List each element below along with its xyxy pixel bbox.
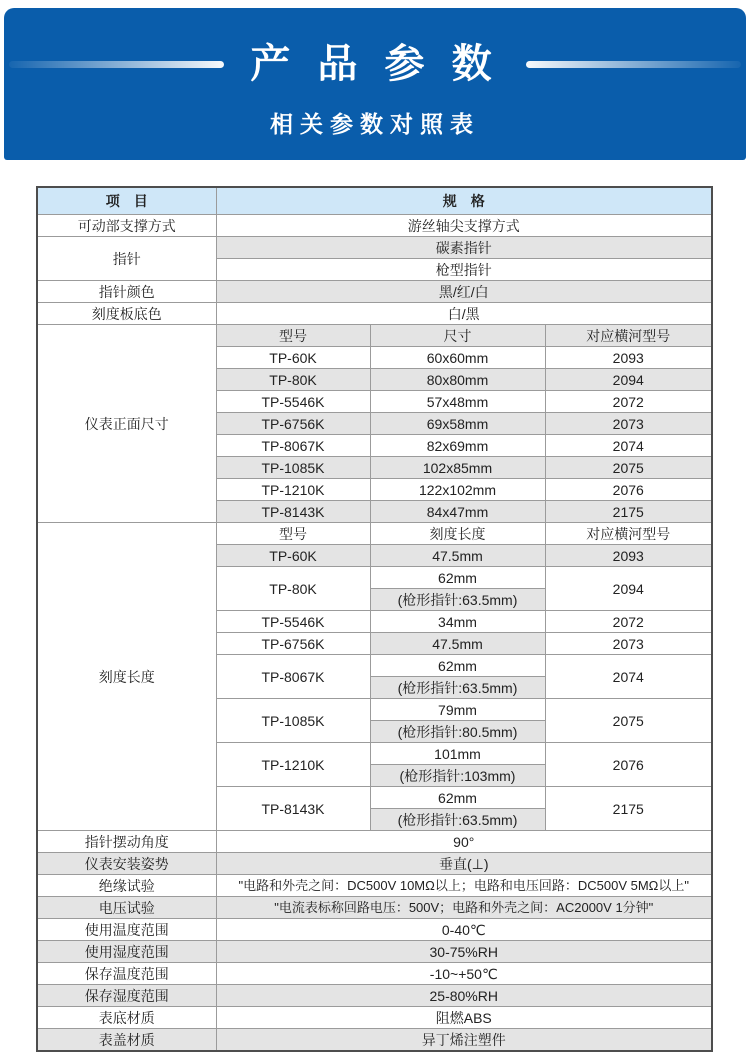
row-pointer-1 <box>37 237 712 259</box>
column-header: 型号 <box>216 523 370 545</box>
size-cell: 82x69mm <box>370 435 545 457</box>
page-title: 产 品 参 数 <box>250 42 500 86</box>
spec-value: 异丁烯注塑件 <box>216 1029 712 1052</box>
row-pointer-color <box>37 281 712 303</box>
spec-table <box>36 186 713 1052</box>
spec-row <box>37 1029 712 1052</box>
page-banner <box>4 8 746 160</box>
size-cell: 122x102mm <box>370 479 545 501</box>
spec-value: 垂直(⊥) <box>216 853 712 875</box>
model-cell: TP-80K <box>216 567 370 611</box>
ref-cell: 2074 <box>545 435 712 457</box>
length-cell: 79mm <box>370 699 545 721</box>
table-header-row <box>37 187 712 215</box>
spec-row <box>37 853 712 875</box>
ref-cell: 2075 <box>545 699 712 743</box>
ref-cell: 2175 <box>545 501 712 523</box>
item-label: 表盖材质 <box>37 1029 216 1052</box>
spec-row <box>37 831 712 853</box>
size-cell: 102x85mm <box>370 457 545 479</box>
item-label: 使用温度范围 <box>37 919 216 941</box>
length-cell: 62mm <box>370 567 545 589</box>
model-cell: TP-8067K <box>216 655 370 699</box>
length-cell: 62mm <box>370 655 545 677</box>
model-cell: TP-6756K <box>216 413 370 435</box>
spec-row <box>37 897 712 919</box>
item-label: 仪表安装姿势 <box>37 853 216 875</box>
ref-cell: 2093 <box>545 347 712 369</box>
item-label: 刻度长度 <box>37 523 216 831</box>
spec-value: 90° <box>216 831 712 853</box>
header-item-label: 项 目 <box>37 187 216 215</box>
item-label: 绝缘试验 <box>37 875 216 897</box>
item-label: 保存湿度范围 <box>37 985 216 1007</box>
ref-cell: 2094 <box>545 369 712 391</box>
spec-value: 白/黑 <box>216 303 712 325</box>
column-header: 对应横河型号 <box>545 523 712 545</box>
model-cell: TP-1085K <box>216 457 370 479</box>
row-support-method <box>37 215 712 237</box>
row-dial-base-color <box>37 303 712 325</box>
model-cell: TP-6756K <box>216 633 370 655</box>
title-decoration-line-right <box>526 61 741 68</box>
model-cell: TP-1085K <box>216 699 370 743</box>
column-header: 刻度长度 <box>370 523 545 545</box>
ref-cell: 2175 <box>545 787 712 831</box>
item-label: 仪表正面尺寸 <box>37 325 216 523</box>
spec-value: -10~+50℃ <box>216 963 712 985</box>
ref-cell: 2073 <box>545 413 712 435</box>
item-label: 刻度板底色 <box>37 303 216 325</box>
model-cell: TP-1210K <box>216 743 370 787</box>
ref-cell: 2072 <box>545 611 712 633</box>
item-label: 指针摆动角度 <box>37 831 216 853</box>
spec-value: 碳素指针 <box>216 237 712 259</box>
model-cell: TP-5546K <box>216 611 370 633</box>
spec-row <box>37 985 712 1007</box>
model-cell: TP-8143K <box>216 501 370 523</box>
length-alt-cell: (枪形指针:63.5mm) <box>370 809 545 831</box>
model-cell: TP-60K <box>216 347 370 369</box>
ref-cell: 2074 <box>545 655 712 699</box>
size-cell: 60x60mm <box>370 347 545 369</box>
length-alt-cell: (枪形指针:63.5mm) <box>370 589 545 611</box>
spec-row <box>37 941 712 963</box>
spec-value: 游丝轴尖支撑方式 <box>216 215 712 237</box>
header-spec-label: 规 格 <box>216 187 712 215</box>
model-cell: TP-1210K <box>216 479 370 501</box>
ref-cell: 2072 <box>545 391 712 413</box>
spec-value: 阻燃ABS <box>216 1007 712 1029</box>
length-cell: 47.5mm <box>370 545 545 567</box>
column-header: 对应横河型号 <box>545 325 712 347</box>
spec-value: 枪型指针 <box>216 259 712 281</box>
ref-cell: 2076 <box>545 479 712 501</box>
length-alt-cell: (枪形指针:63.5mm) <box>370 677 545 699</box>
model-cell: TP-5546K <box>216 391 370 413</box>
item-label: 保存温度范围 <box>37 963 216 985</box>
spec-value: 25-80%RH <box>216 985 712 1007</box>
model-cell: TP-8067K <box>216 435 370 457</box>
length-cell: 34mm <box>370 611 545 633</box>
spec-value: 30-75%RH <box>216 941 712 963</box>
spec-value: "电流表标称回路电压：500V；电路和外壳之间：AC2000V 1分钟" <box>216 897 712 919</box>
column-header: 尺寸 <box>370 325 545 347</box>
ref-cell: 2076 <box>545 743 712 787</box>
front-size-subheader-row <box>37 325 712 347</box>
spec-row <box>37 919 712 941</box>
length-alt-cell: (枪形指针:103mm) <box>370 765 545 787</box>
ref-cell: 2093 <box>545 545 712 567</box>
size-cell: 57x48mm <box>370 391 545 413</box>
size-cell: 69x58mm <box>370 413 545 435</box>
item-label: 使用湿度范围 <box>37 941 216 963</box>
ref-cell: 2073 <box>545 633 712 655</box>
length-alt-cell: (枪形指针:80.5mm) <box>370 721 545 743</box>
ref-cell: 2094 <box>545 567 712 611</box>
model-cell: TP-8143K <box>216 787 370 831</box>
spec-row <box>37 963 712 985</box>
item-label: 表底材质 <box>37 1007 216 1029</box>
scale-length-subheader-row <box>37 523 712 545</box>
length-cell: 62mm <box>370 787 545 809</box>
spec-value: 0-40℃ <box>216 919 712 941</box>
size-cell: 80x80mm <box>370 369 545 391</box>
item-label: 指针 <box>37 237 216 281</box>
page-subtitle: 相关参数对照表 <box>270 111 480 137</box>
column-header: 型号 <box>216 325 370 347</box>
spec-row <box>37 1007 712 1029</box>
model-cell: TP-60K <box>216 545 370 567</box>
model-cell: TP-80K <box>216 369 370 391</box>
spec-row <box>37 875 712 897</box>
title-decoration-line-left <box>9 61 224 68</box>
item-label: 指针颜色 <box>37 281 216 303</box>
length-cell: 101mm <box>370 743 545 765</box>
spec-value: 黑/红/白 <box>216 281 712 303</box>
ref-cell: 2075 <box>545 457 712 479</box>
item-label: 电压试验 <box>37 897 216 919</box>
length-cell: 47.5mm <box>370 633 545 655</box>
banner-title-row <box>4 8 746 86</box>
spec-value: "电路和外壳之间：DC500V 10MΩ以上；电路和电压回路：DC500V 5MΩ以上" <box>216 875 712 897</box>
size-cell: 84x47mm <box>370 501 545 523</box>
item-label: 可动部支撑方式 <box>37 215 216 237</box>
